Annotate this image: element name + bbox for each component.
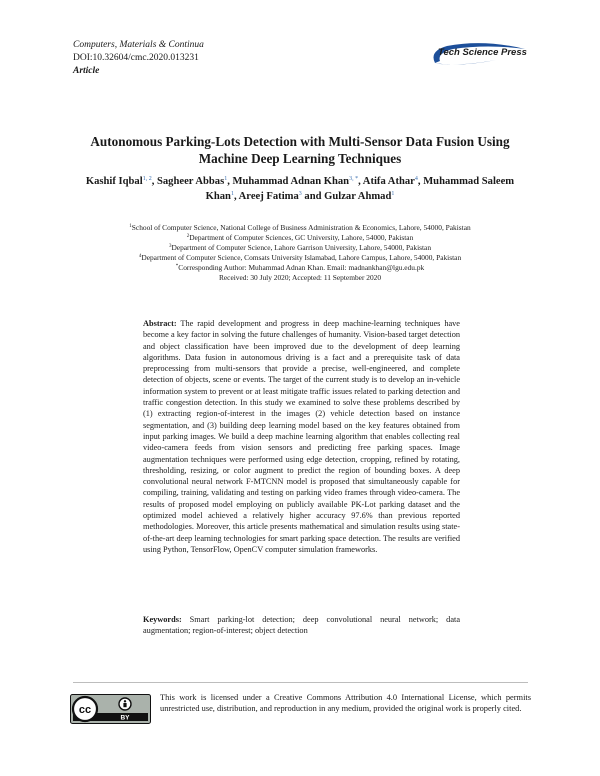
author-affil-mark[interactable]: 1, 2 [142,176,152,182]
author-affil-mark[interactable]: 1 [224,176,228,182]
author-affil-mark[interactable]: 3, * [349,176,359,182]
title-line: Autonomous Parking-Lots Detection with Multi-Sensor Data Fusion Using [90,134,510,149]
author-affil-mark[interactable]: 1 [391,190,395,197]
corresponding-author: *Corresponding Author: Muhammad Adnan Khan. Email: madnankhan@lgu.edu.pk [175,263,425,273]
journal-name: Computers, Materials & Continua [73,40,204,50]
author-list [72,175,528,204]
cc-badge-top: cc [78,704,92,716]
author-name: Muhammad Adnan Khan [232,176,350,187]
cc-by-license-icon[interactable] [70,694,151,724]
received-accepted-dates: Received: 30 July 2020; Accepted: 11 September 2020 [218,273,382,283]
footer-divider [73,682,528,683]
abstract [143,318,460,555]
author-affil-mark[interactable]: 4 [414,176,418,182]
cc-badge-bottom: BY [120,714,130,722]
affiliation: $^1$School of Computer Science, National College of Business Administration & Economics, Lahore, 54000, Pakistan [129,223,471,232]
affiliations [60,223,540,284]
author-name: Kashif Iqbal [85,176,143,187]
publisher-name: Tech Science Press [438,47,527,58]
keywords [143,614,460,637]
title-line: Machine Deep Learning Techniques [198,151,402,166]
keywords-label: Keywords: [143,615,182,624]
author-affil-mark[interactable]: 3 [298,190,302,197]
author-name: Atifa Athar [362,176,415,187]
affiliation: $^3$Department of Computer Science, Lahore Garrison University, Lahore, 54000, Pakistan [168,243,432,253]
author-name: Gulzar Ahmad [324,190,392,202]
affiliation: $^4$Department of Computer Science, Comsats University Islamabad, Lahore Campus, Lahore, 54000, Pakistan [138,253,462,263]
paper-title [60,133,540,167]
author-name: Areej Fatima [238,190,299,202]
author-line: Kashif Iqbal$^{1, 2}$, Sagheer Abbas$^1$, Muhammad Adnan Khan$^{3, *}$, Atifa Athar$^4$, Muhammad Saleem Khan$^1$, Areej Fatima$^3$ and Gulzar Ahmad$^1$ [85,176,515,202]
abstract-text: The rapid development and progress in deep machine-learning techniques have become a key factor in solving the future challenges of humanity. Vision-based target detection and object classification have been improved due to the development of deep learning algorithms. Data fusion in autonomous driving is a fact and a prerequisite task of data preprocessing from multi-sensors that provide a precise, well-engineered, and complete detection of objects, scene or events. The target of the current study is to develop an in-vehicle information system to prevent or at least mitigate traffic issues related to parking detection and traffic congestion detection. In this study we examined to solve these problems described by (1) extracting region-of-interest in the images (2) vehicle detection based on instance segmentation, and (3) building deep learning model based on the key features obtained from input parking images. We build a deep machine learning algorithm that enables collecting real video-camera feeds from vision sensors and predicting free parking spaces. Image augmentation techniques were performed using edge detection, cropping, refined by rotating, thresholding, resizing, or color augment to predict the region of bounding boxes. A deep convolutional neural network F-MTCNN model is proposed that simultaneously capable for compiling, training, validating and testing on parking video frames through video-camera. The results of proposed model employing on publicly available PK-Lot parking dataset and the optimized model achieved a relatively higher accuracy 97.6% than previous reported methodologies. Moreover, this article presents mathematical and simulation results using state-of-the-art deep learning technologies for smart parking space detection. The results are verified using Python, TensorFlow, OpenCV computer simulation frameworks. [143,319,460,554]
abstract-label: Abstract: [143,319,177,328]
author-name: Muhammad Saleem Khan [205,176,515,202]
publisher-logo [426,40,530,76]
publisher-swoosh-icon [426,40,530,76]
author-affil-mark[interactable]: 1 [230,190,234,197]
author-name: Sagheer Abbas [156,176,225,187]
affiliation: $^2$Department of Computer Sciences, GC University, Lahore, 54000, Pakistan [186,233,414,243]
article-type: Article [73,66,100,76]
license-text: This work is licensed under a Creative Commons Attribution 4.0 International License, which permits unrestricted use, distribution, and reproduction in any medium, provided the original work is properly cited. [160,693,531,713]
keywords-text: Smart parking-lot detection; deep convolutional neural network; data augmentation; region-of-interest; object detection [143,615,461,636]
doi: DOI:10.32604/cmc.2020.013231 [73,53,199,63]
